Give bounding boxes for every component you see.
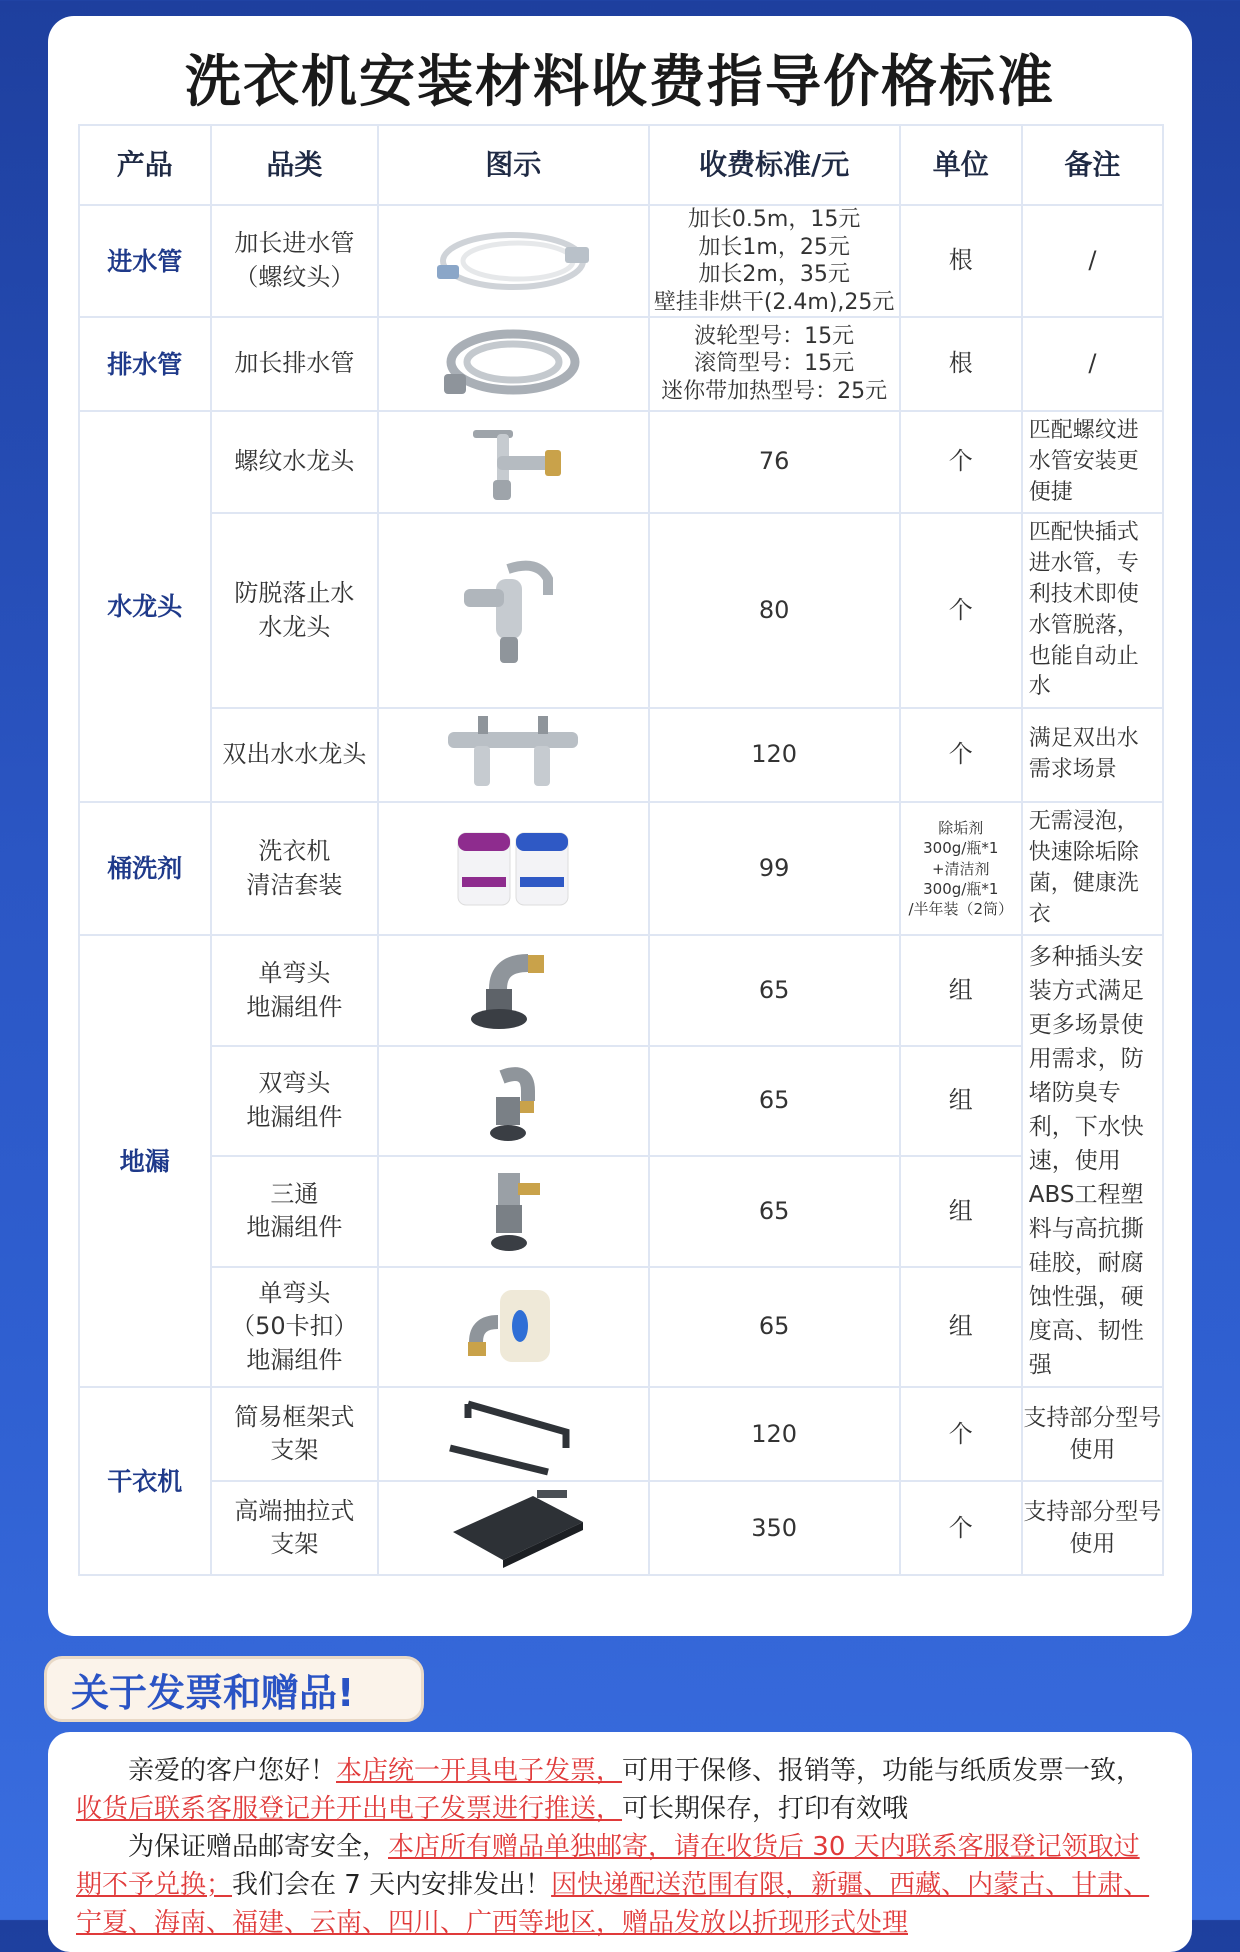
notice-invoice-text: 可用于保修、报销等，功能与纸质发票一致， (622, 1756, 1143, 1786)
notice-register-highlight: 收货后联系客服登记并开出电子发票进行推送， (76, 1794, 623, 1824)
price-card (48, 16, 1192, 1636)
illustration-cell (378, 802, 648, 935)
double-elbow-drain-icon (468, 1057, 558, 1145)
table-row (79, 1267, 1163, 1388)
category-cell: 高端抽拉式 支架 (211, 1481, 379, 1575)
product-cell: 桶洗剂 (79, 802, 211, 935)
unit-line: /半年装（2筒） (908, 900, 1014, 919)
price-cell: 65 (649, 1267, 900, 1388)
unit-cell: 根 (900, 317, 1022, 411)
category-cell: 单弯头 地漏组件 (211, 935, 379, 1045)
price-line: 迷你带加热型号：25元 (661, 378, 888, 404)
note-cell: / (1022, 205, 1163, 317)
table-row (79, 708, 1163, 802)
category-cell: 加长排水管 (211, 317, 379, 411)
dual-outlet-faucet-icon (438, 712, 588, 798)
category-cell: 双出水水龙头 (211, 708, 379, 802)
price-cell: 99 (649, 802, 900, 935)
illustration-cell (378, 1156, 648, 1266)
simple-frame-stand-icon (438, 1392, 588, 1476)
header-price: 收费标准/元 (649, 125, 900, 205)
product-cell: 地漏 (79, 935, 211, 1387)
table-row (79, 411, 1163, 513)
illustration-cell (378, 935, 648, 1045)
price-table (78, 124, 1164, 1576)
notice-text (48, 1732, 1192, 1952)
category-cell: 洗衣机 清洁套装 (211, 802, 379, 935)
invoice-gift-banner: 关于发票和赠品! (44, 1656, 424, 1722)
cleaner-bottles-icon (448, 827, 578, 911)
unit-cell: 个 (900, 1387, 1022, 1481)
unit-line: 300g/瓶*1 (923, 839, 999, 858)
drawer-stand-icon (433, 1486, 593, 1570)
notice-save-text: 可长期保存，打印有效哦 (622, 1794, 909, 1824)
price-line: 加长2m，35元 (698, 262, 850, 287)
header-unit: 单位 (900, 125, 1022, 205)
unit-cell: 个 (900, 1481, 1022, 1575)
price-line: 加长0.5m，15元 (687, 207, 861, 232)
header-note: 备注 (1022, 125, 1163, 205)
price-cell (649, 205, 900, 317)
category-cell: 防脱落止水 水龙头 (211, 513, 379, 708)
unit-line: 300g/瓶*1 (923, 879, 999, 898)
price-cell: 120 (649, 708, 900, 802)
price-line: 滚筒型号：15元 (694, 351, 855, 377)
table-row (79, 205, 1163, 317)
unit-cell: 根 (900, 205, 1022, 317)
unit-cell: 组 (900, 1046, 1022, 1156)
single-elbow-drain-icon (458, 949, 568, 1033)
notice-gift-ship: 我们会在 7 天内安排发出！ (232, 1870, 552, 1900)
category-cell: 简易框架式 支架 (211, 1387, 379, 1481)
unit-cell: 个 (900, 513, 1022, 708)
unit-cell: 个 (900, 411, 1022, 513)
notice-invoice-highlight: 本店统一开具电子发票， (336, 1756, 623, 1786)
header-illustration: 图示 (378, 125, 648, 205)
note-cell: 匹配快插式进水管，专利技术即使水管脱落，也能自动止水 (1022, 513, 1163, 708)
unit-cell: 组 (900, 935, 1022, 1045)
drain-hose-icon (428, 322, 598, 406)
notice-region-highlight: 因快递配送范围有限，新疆、西藏、内蒙古、甘肃、宁夏、海南、福建、云南、四川、广西等地区，赠品发放以折现形式处理 (76, 1870, 1150, 1938)
table-row (79, 935, 1163, 1045)
illustration-cell (378, 205, 648, 317)
category-cell: 加长进水管 （螺纹头） (211, 205, 379, 317)
illustration-cell (378, 1267, 648, 1388)
illustration-cell (378, 1481, 648, 1575)
inlet-hose-icon (423, 221, 603, 301)
product-cell: 干衣机 (79, 1387, 211, 1575)
threaded-faucet-icon (453, 420, 573, 504)
header-category: 品类 (211, 125, 379, 205)
note-cell: 支持部分型号使用 (1022, 1387, 1163, 1481)
unit-cell (900, 802, 1022, 935)
table-row (79, 802, 1163, 935)
price-cell: 65 (649, 1046, 900, 1156)
category-cell: 螺纹水龙头 (211, 411, 379, 513)
price-cell: 65 (649, 935, 900, 1045)
price-cell: 65 (649, 1156, 900, 1266)
illustration-cell (378, 317, 648, 411)
category-cell: 双弯头 地漏组件 (211, 1046, 379, 1156)
product-cell: 进水管 (79, 205, 211, 317)
illustration-cell (378, 411, 648, 513)
price-line: 加长1m，25元 (698, 234, 850, 260)
clip-drain-icon (458, 1282, 568, 1372)
illustration-cell (378, 708, 648, 802)
table-row (79, 1387, 1163, 1481)
notice-greeting: 亲爱的客户您好！ (128, 1756, 337, 1786)
price-cell: 76 (649, 411, 900, 513)
tee-drain-icon (468, 1167, 558, 1255)
note-cell: 满足双出水需求场景 (1022, 708, 1163, 802)
table-row (79, 1156, 1163, 1266)
page-title: 洗衣机安装材料收费指导价格标准 (185, 50, 1055, 115)
category-cell: 三通 地漏组件 (211, 1156, 379, 1266)
product-cell: 排水管 (79, 317, 211, 411)
notice-gift-highlight: 本店所有赠品单独邮寄，请在收货后 30 天内联系客服登记领取过期不予兑换； (76, 1832, 1140, 1900)
unit-cell: 组 (900, 1156, 1022, 1266)
header-product: 产品 (79, 125, 211, 205)
category-cell: 单弯头 （50卡扣） 地漏组件 (211, 1267, 379, 1388)
price-cell: 80 (649, 513, 900, 708)
price-cell: 350 (649, 1481, 900, 1575)
table-row (79, 1481, 1163, 1575)
notice-gift-intro: 为保证赠品邮寄安全， (128, 1832, 389, 1862)
table-row (79, 513, 1163, 708)
note-cell: / (1022, 317, 1163, 411)
price-line: 波轮型号：15元 (694, 323, 855, 349)
anti-drop-faucet-icon (448, 549, 578, 673)
product-cell: 水龙头 (79, 411, 211, 802)
illustration-cell (378, 1387, 648, 1481)
note-cell: 多种插头安装方式满足更多场景使用需求，防堵防臭专利，下水快速，使用ABS工程塑料与高抗撕硅胶，耐腐蚀性强，硬度高、韧性强 (1022, 935, 1163, 1387)
table-header-row (79, 125, 1163, 205)
unit-cell: 组 (900, 1267, 1022, 1388)
table-row (79, 317, 1163, 411)
unit-line: +清洁剂 (931, 859, 990, 878)
price-line: 壁挂非烘干(2.4m),25元 (653, 289, 895, 315)
note-cell: 匹配螺纹进水管安装更便捷 (1022, 411, 1163, 513)
table-row (79, 1046, 1163, 1156)
price-cell (649, 317, 900, 411)
unit-line: 除垢剂 (938, 819, 984, 838)
illustration-cell (378, 1046, 648, 1156)
note-cell: 支持部分型号使用 (1022, 1481, 1163, 1575)
illustration-cell (378, 513, 648, 708)
note-cell: 无需浸泡，快速除垢除菌，健康洗衣 (1022, 802, 1163, 935)
unit-cell: 个 (900, 708, 1022, 802)
price-cell: 120 (649, 1387, 900, 1481)
